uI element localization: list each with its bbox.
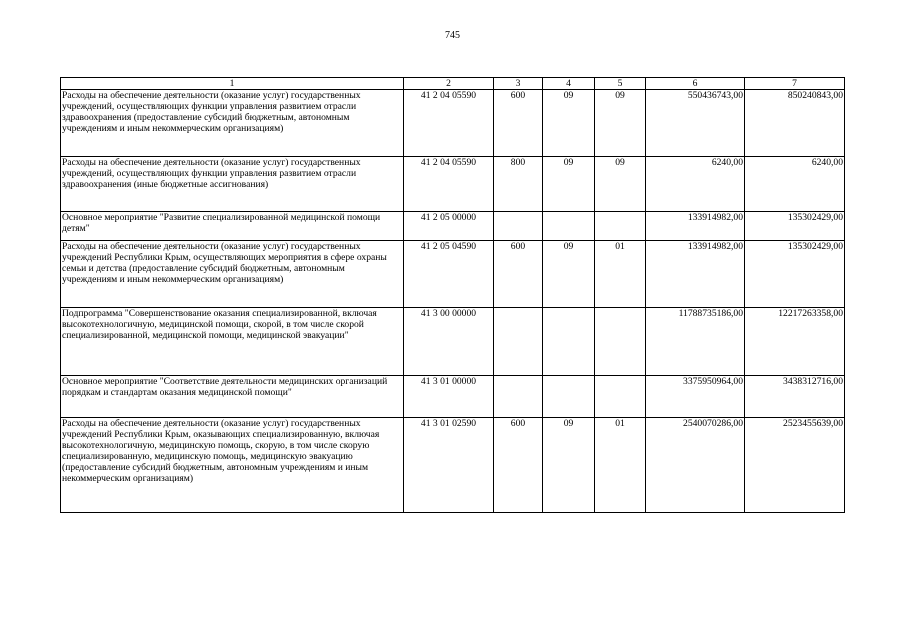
- row-name: Расходы на обеспечение деятельности (оказание услуг) государственных учреждений, осуществляющих функции управления развитием отрасли здравоохранения (иные бюджетные ассигнования): [61, 157, 404, 212]
- row-name: Расходы на обеспечение деятельности (оказание услуг) государственных учреждений Республики Крым, оказывающих специализированную, включая высокотехнологичную, медицинскую помощь, скорую, в том числе скорую специализированную, медицинскую помощь, медицинскую эвакуацию (предоставление субсидий бюджетным, автономным учреждениям и иным некоммерческим организациям): [61, 418, 404, 513]
- header-cell: 6: [646, 78, 745, 90]
- header-cell: 4: [543, 78, 595, 90]
- row-csr: 41 3 01 00000: [404, 376, 494, 418]
- row-csr: 41 2 04 05590: [404, 157, 494, 212]
- row-pr: 09: [595, 90, 646, 157]
- row-rz: 09: [543, 241, 595, 308]
- row-vr: 600: [494, 90, 543, 157]
- header-cell: 5: [595, 78, 646, 90]
- table-row: [61, 308, 845, 376]
- row-sum-7: 135302429,00: [745, 212, 845, 241]
- row-sum-6: 133914982,00: [646, 212, 745, 241]
- table-row: [61, 157, 845, 212]
- budget-table: [60, 77, 845, 513]
- row-rz: 09: [543, 157, 595, 212]
- header-cell: 3: [494, 78, 543, 90]
- row-sum-7: 6240,00: [745, 157, 845, 212]
- row-name: Основное мероприятие "Соответствие деятельности медицинских организаций порядкам и стандартам оказания медицинской помощи": [61, 376, 404, 418]
- row-pr: 09: [595, 157, 646, 212]
- row-rz: [543, 376, 595, 418]
- row-name: Основное мероприятие "Развитие специализированной медицинской помощи детям": [61, 212, 404, 241]
- row-vr: 600: [494, 418, 543, 513]
- row-vr: [494, 308, 543, 376]
- row-vr: 800: [494, 157, 543, 212]
- table-row: [61, 90, 845, 157]
- table-row: [61, 241, 845, 308]
- row-vr: 600: [494, 241, 543, 308]
- header-cell: 7: [745, 78, 845, 90]
- row-vr: [494, 212, 543, 241]
- table-row: [61, 376, 845, 418]
- row-rz: 09: [543, 418, 595, 513]
- row-sum-6: 550436743,00: [646, 90, 745, 157]
- row-sum-6: 11788735186,00: [646, 308, 745, 376]
- table-header-row: [61, 78, 845, 90]
- row-sum-6: 133914982,00: [646, 241, 745, 308]
- row-sum-7: 3438312716,00: [745, 376, 845, 418]
- row-sum-7: 2523455639,00: [745, 418, 845, 513]
- table-row: [61, 418, 845, 513]
- row-rz: [543, 212, 595, 241]
- row-csr: 41 3 01 02590: [404, 418, 494, 513]
- table-row: [61, 212, 845, 241]
- page-number: 745: [445, 30, 460, 41]
- header-cell: 2: [404, 78, 494, 90]
- row-sum-6: 6240,00: [646, 157, 745, 212]
- row-pr: [595, 212, 646, 241]
- row-rz: 09: [543, 90, 595, 157]
- row-sum-6: 3375950964,00: [646, 376, 745, 418]
- row-sum-7: 12217263358,00: [745, 308, 845, 376]
- row-name: Подпрограмма "Совершенствование оказания специализированной, включая высокотехнологичную, медицинской помощи, скорой, в том числе скорой специализированной, медицинской помощи, медицинской эвакуации": [61, 308, 404, 376]
- row-rz: [543, 308, 595, 376]
- row-csr: 41 3 00 00000: [404, 308, 494, 376]
- row-name: Расходы на обеспечение деятельности (оказание услуг) государственных учреждений, осуществляющих функции управления развитием отрасли здравоохранения (предоставление субсидий бюджетным, автономным учреждениям и иным некоммерческим организациям): [61, 90, 404, 157]
- row-pr: [595, 376, 646, 418]
- row-sum-7: 850240843,00: [745, 90, 845, 157]
- row-vr: [494, 376, 543, 418]
- row-name: Расходы на обеспечение деятельности (оказание услуг) государственных учреждений Республики Крым, осуществляющих мероприятия в сфере охраны семьи и детства (предоставление субсидий бюджетным, автономным учреждениям и иным некоммерческим организациям): [61, 241, 404, 308]
- row-pr: [595, 308, 646, 376]
- row-csr: 41 2 04 05590: [404, 90, 494, 157]
- row-csr: 41 2 05 04590: [404, 241, 494, 308]
- header-cell: 1: [61, 78, 404, 90]
- row-csr: 41 2 05 00000: [404, 212, 494, 241]
- row-pr: 01: [595, 418, 646, 513]
- row-sum-6: 2540070286,00: [646, 418, 745, 513]
- row-sum-7: 135302429,00: [745, 241, 845, 308]
- row-pr: 01: [595, 241, 646, 308]
